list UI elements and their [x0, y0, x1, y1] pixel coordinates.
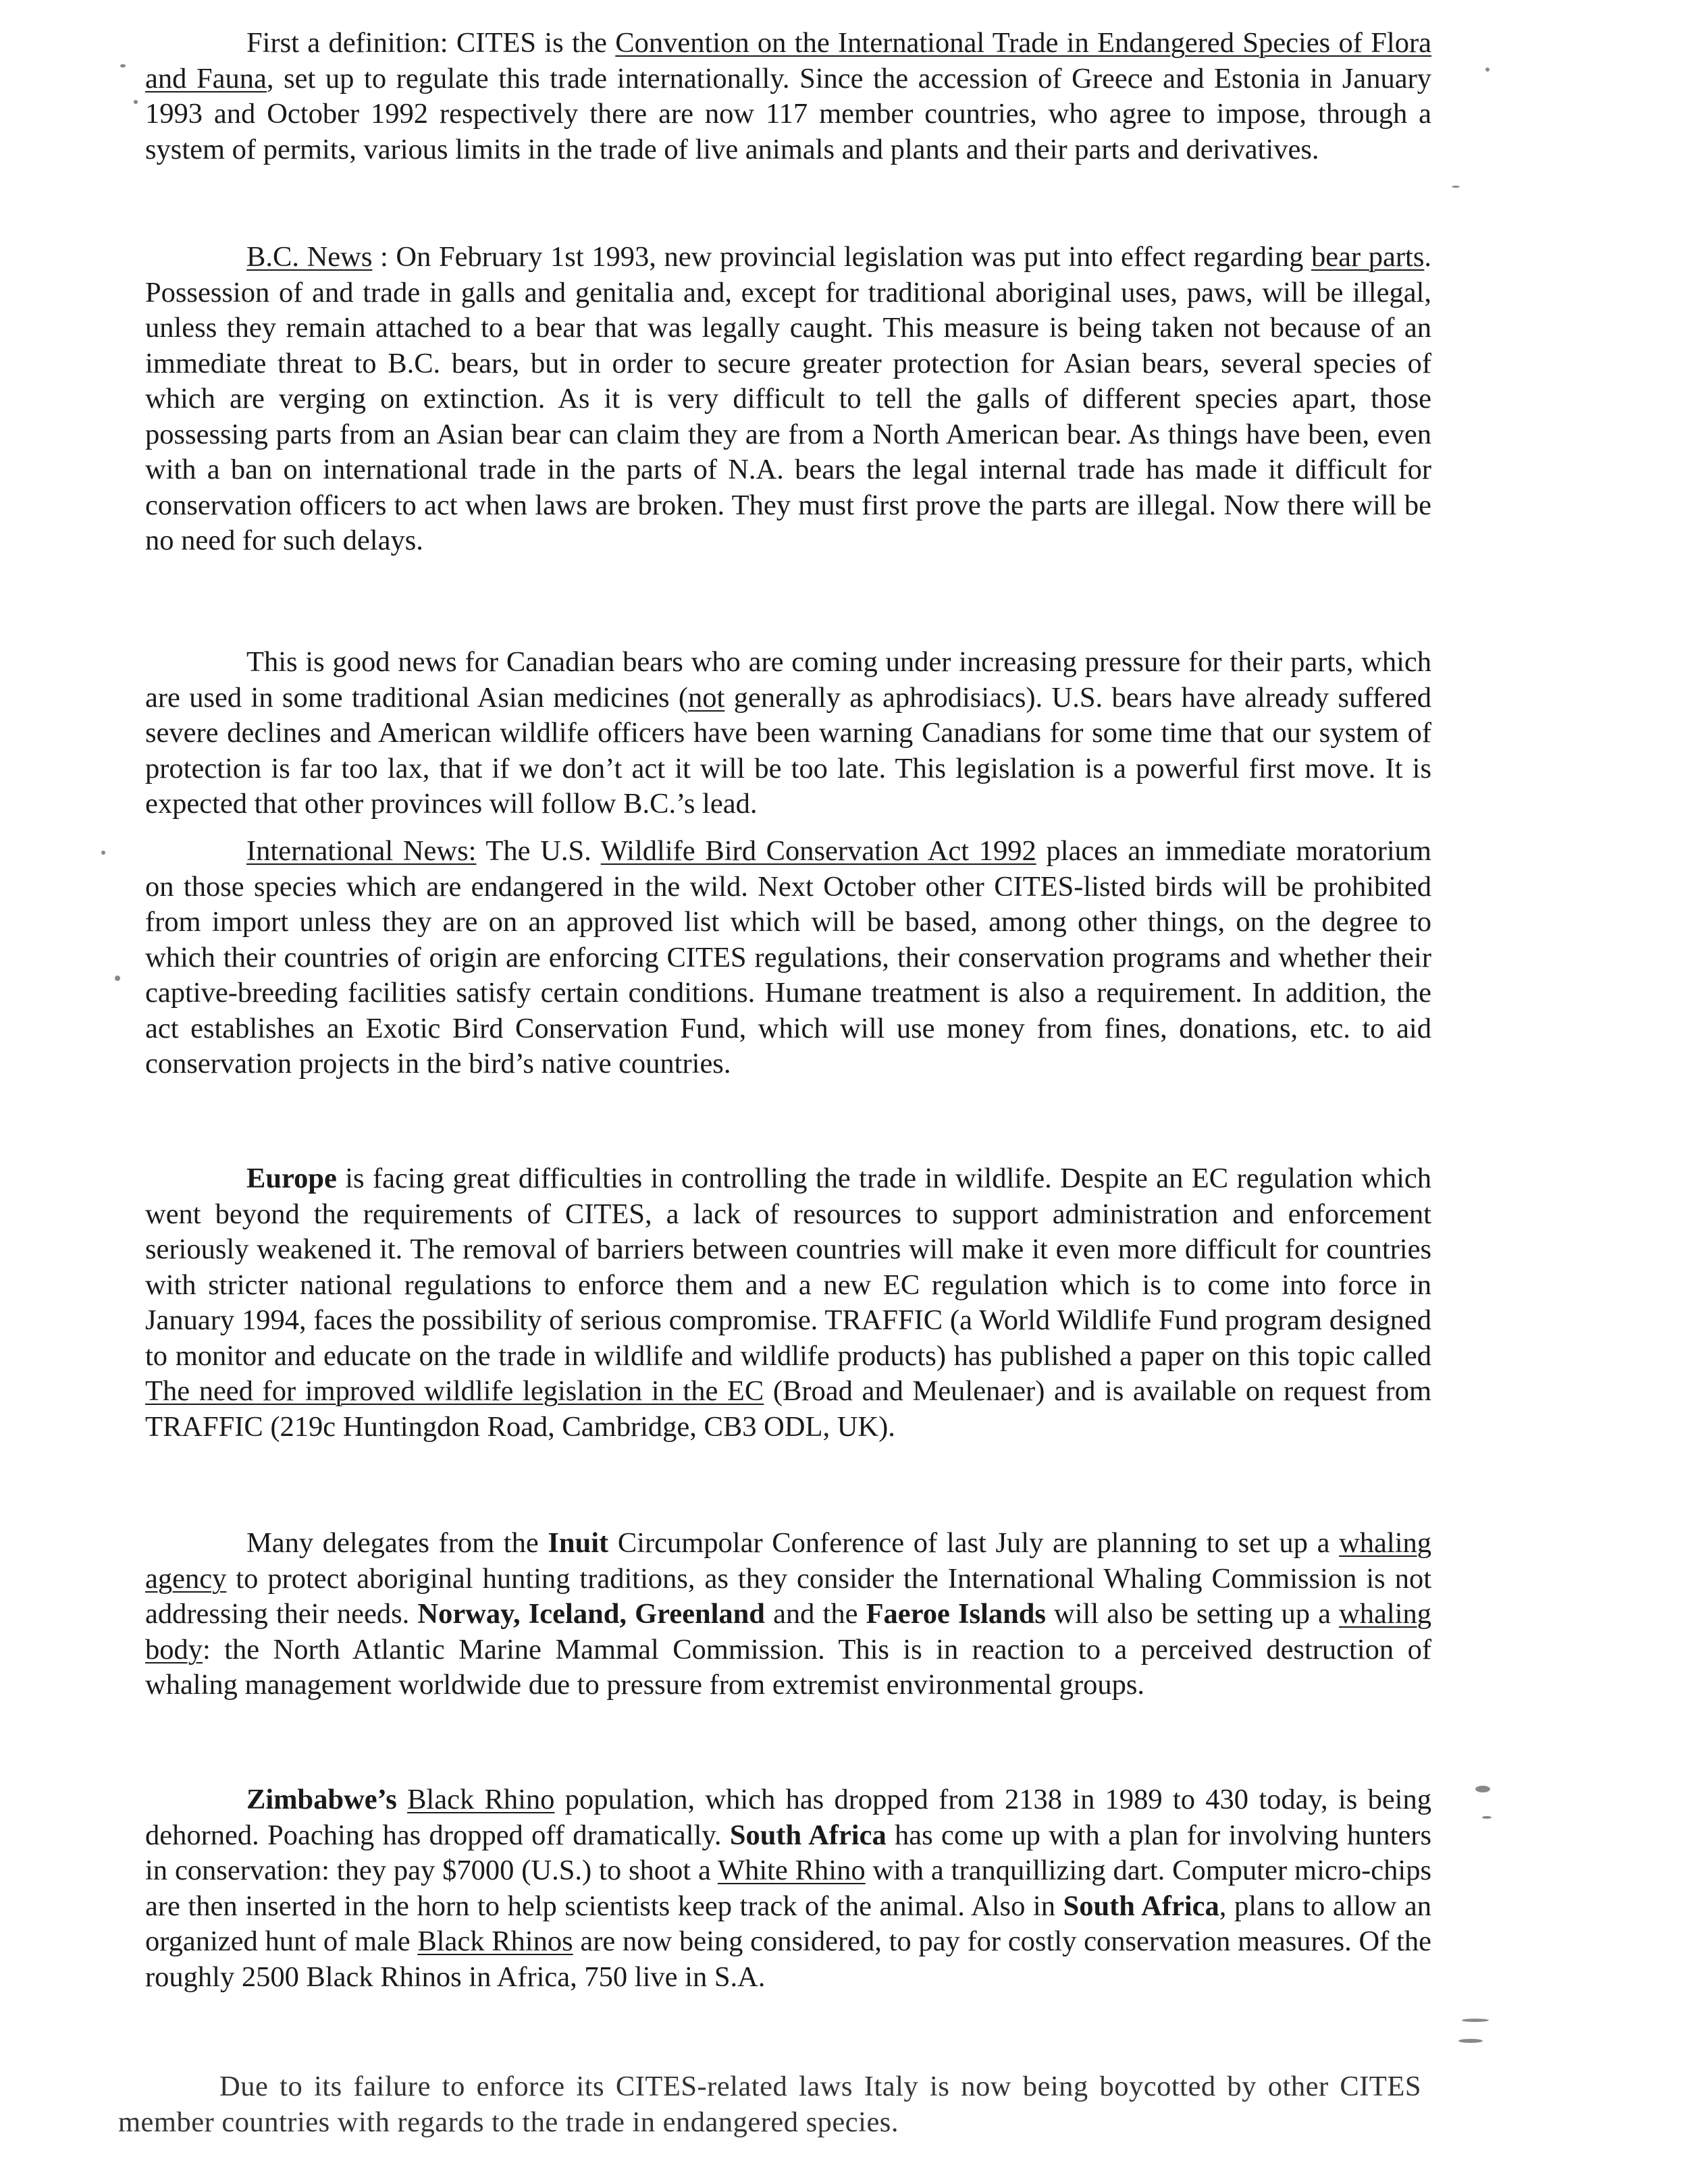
- text: population, which has dropped from 2138 in 1989 to 430 today, is being dehorned. Poaching has dropped off dramatically.: [145, 1784, 1431, 1851]
- scan-speck: [1462, 2019, 1489, 2022]
- scan-speck: [1475, 1786, 1490, 1792]
- underlined-term: White Rhino: [717, 1855, 866, 1886]
- bold-term: Europe: [246, 1163, 337, 1194]
- scan-speck: [115, 976, 120, 981]
- underlined-term: Wildlife Bird Conservation Act 1992: [600, 835, 1036, 867]
- bold-term: South Africa: [729, 1819, 887, 1851]
- underlined-term: bear parts: [1311, 241, 1425, 273]
- text: are now being considered, to pay for costly conservation measures. Of the roughly 2500 Black Rhinos in Africa, 750 live in S.A.: [145, 1925, 1431, 1993]
- bold-term: Faeroe Islands: [866, 1598, 1046, 1630]
- underlined-term: Black Rhino: [407, 1784, 555, 1815]
- text: Circumpolar Conference of last July are planning to set up a: [608, 1527, 1340, 1559]
- text: : the North Atlantic Marine Mammal Commission. This is in reaction to a perceived destruction of whaling management worldwide due to pressure from extremist environmental groups.: [145, 1633, 1431, 1701]
- paragraph-international-news: [145, 834, 1431, 1082]
- text: is facing great difficulties in controlling the trade in wildlife. Despite an EC regulation which went beyond the requirements of CITES, a lack of resources to support administration and enforcement seriously weakened it. The removal of barriers between countries will make it even more difficult for countries with stricter national regulations to enforce them and a new EC regulation which is to come into force in January 1994, faces the possibility of serious compromise. TRAFFIC (a World Wildlife Fund program designed to monitor and educate on the trade in wildlife and wildlife products) has published a paper on this topic called: [145, 1163, 1431, 1372]
- text: Many delegates from the: [246, 1527, 548, 1559]
- section-heading: International News:: [246, 835, 477, 867]
- text: . Possession of and trade in galls and genitalia and, except for traditional aboriginal uses, paws, will be illegal, unless they remain attached to a bear that was legally caught. This measure is being taken not because of an immediate threat to B.C. bears, but in order to secure greater protection for Asian bears, several species of which are verging on extinction. As it is very difficult to tell the galls of different species apart, those possessing parts from an Asian bear can claim they are from a North American bear. As things have been, even with a ban on international trade in the parts of N.A. bears the legal internal trade has made it difficult for conservation officers to act when laws are broken. They must first prove the parts are illegal. Now there will be no need for such delays.: [145, 241, 1431, 556]
- underlined-term: whaling agency: [145, 1527, 1432, 1595]
- text: First a definition: CITES is the: [246, 27, 616, 59]
- paragraph-bc-news: [145, 240, 1431, 559]
- text: [397, 1784, 407, 1815]
- text: This is good news for Canadian bears who are coming under increasing pressure for their parts, which are used in some traditional Asian medicines (: [145, 646, 1431, 714]
- text: has come up with a plan for involving hunters in conservation: they pay $7000 (U.S.) to shoot a: [145, 1819, 1431, 1886]
- section-heading: B.C. News: [246, 241, 373, 273]
- underlined-term: Convention on the International Trade in Endangered Species of Flora and Fauna: [145, 27, 1431, 95]
- underlined-term: Black Rhinos: [417, 1925, 573, 1957]
- text: and the: [764, 1598, 866, 1630]
- text: to protect aboriginal hunting traditions, as they consider the International Whaling Commission is not addressing their needs.: [145, 1562, 1431, 1630]
- text: with a tranquillizing dart. Computer micro-chips are then inserted in the horn to help scientists keep track of the animal. Also in: [145, 1855, 1432, 1922]
- scan-speck: [1485, 68, 1489, 72]
- bold-term: Inuit: [548, 1527, 609, 1559]
- text: , plans to allow an organized hunt of male: [145, 1890, 1431, 1957]
- scan-speck: [1458, 2039, 1483, 2043]
- text: places an immediate moratorium on those species which are endangered in the wild. Next October other CITES-listed birds will be prohibited from import unless they are on an approved list which will be based, among other things, on the degree to which their countries of origin are enforcing CITES regulations, their conservation programs and whether their captive-breeding facilities satisfy certain conditions. Humane treatment is also a requirement. In addition, the act establishes an Exotic Bird Conservation Fund, which will use money from fines, donations, etc. to aid conservation projects in the bird’s native countries.: [145, 835, 1431, 1080]
- paragraph-cites-definition: [145, 26, 1431, 167]
- paragraph-whaling: [145, 1526, 1431, 1703]
- text: (Broad and Meulenaer) and is available on request from TRAFFIC (219c Huntingdon Road, Cambridge, CB3 ODL, UK).: [145, 1375, 1431, 1443]
- scan-speck: [134, 100, 138, 104]
- paragraph-rhinos: [145, 1782, 1431, 1995]
- scan-speck: [120, 64, 126, 68]
- paragraph-italy: [118, 2069, 1421, 2140]
- underlined-title: The need for improved wildlife legislation in the EC: [145, 1375, 764, 1407]
- scan-speck: [1482, 1816, 1492, 1819]
- text: , set up to regulate this trade internationally. Since the accession of Greece and Estonia in January 1993 and October 1992 respectively there are now 117 member countries, who agree to impose, through a system of permits, various limits in the trade of live animals and plants and their parts and derivatives.: [145, 62, 1431, 165]
- paragraph-europe: [145, 1161, 1431, 1445]
- text: will also be setting up a: [1045, 1598, 1340, 1630]
- underlined-term: not: [688, 681, 725, 714]
- scan-speck: [101, 851, 105, 855]
- scan-speck: [1452, 186, 1460, 188]
- bold-term: Zimbabwe’s: [246, 1784, 397, 1815]
- text: Due to its failure to enforce its CITES-related laws Italy is now being boycotted by other CITES member countries with regards to the trade in endangered species.: [118, 2071, 1421, 2138]
- text: : On February 1st 1993, new provincial legislation was put into effect regarding: [372, 241, 1311, 273]
- bold-term: South Africa: [1063, 1890, 1219, 1922]
- paragraph-canadian-bears: [145, 645, 1431, 822]
- bold-term: Norway, Iceland, Greenland: [417, 1598, 765, 1630]
- text: generally as aphrodisiacs). U.S. bears have already suffered severe declines and American wildlife officers have been warning Canadians for some time that our system of protection is far too lax, that if we don’t act it will be too late. This legislation is a powerful first move. It is expected that other provinces will follow B.C.’s lead.: [145, 681, 1431, 820]
- text: The U.S.: [476, 835, 601, 867]
- underlined-term: whaling body: [145, 1598, 1431, 1666]
